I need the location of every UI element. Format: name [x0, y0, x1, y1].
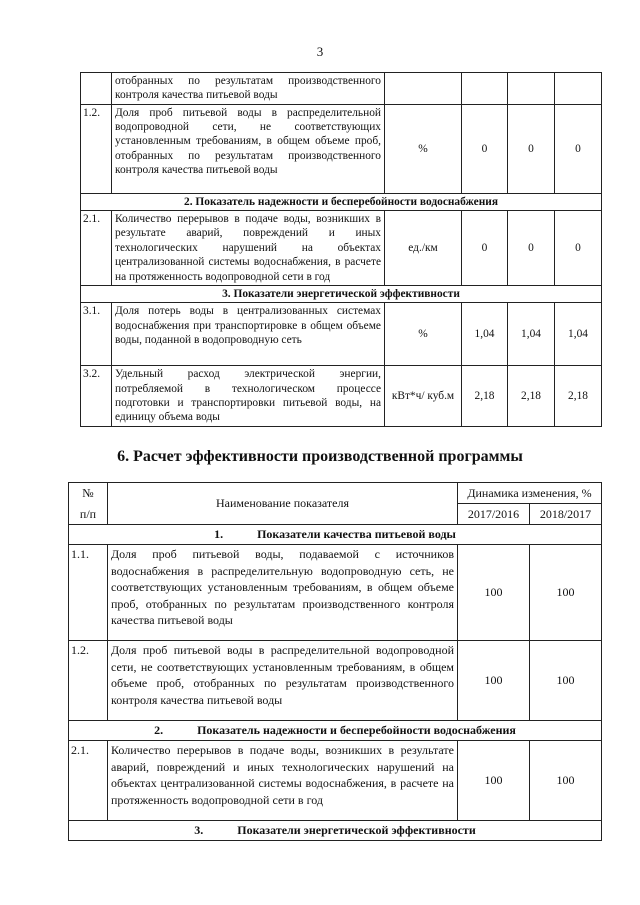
row-number: 1.2. — [69, 641, 108, 721]
value-cell — [508, 73, 555, 105]
value-cell: 1,04 — [508, 303, 555, 366]
value-cell: 0 — [462, 211, 508, 286]
indicators-table — [80, 72, 602, 427]
value-cell: 0 — [508, 211, 555, 286]
indicator-name: Удельный расход электрической энергии, потребляемой в технологическом процессе подготовки и транспортировки питьевой воды, на единицу объема воды — [112, 366, 385, 426]
value-cell: 2,18 — [462, 366, 508, 426]
dynamics-header: Динамика изменения, % — [458, 483, 602, 504]
unit-cell: % — [385, 303, 462, 366]
section-heading: 2. Показатель надежности и бесперебойности водоснабжения — [81, 193, 602, 210]
value-cell: 0 — [462, 104, 508, 193]
indicator-name: Количество перерывов в подаче воды, возникших в результате аварий, повреждений и иных технологических нарушений на объектах централизованной системы водоснабжения, в расчете на протяженность водопроводной сети в год — [108, 741, 458, 821]
section-row — [69, 821, 602, 841]
dynamics-2018-2017: 100 — [530, 641, 602, 721]
efficiency-table — [68, 482, 602, 841]
table-row — [69, 641, 602, 721]
table-row — [81, 73, 602, 105]
dynamics-2017-2016: 100 — [458, 641, 530, 721]
table-row — [81, 366, 602, 426]
value-cell: 1,04 — [555, 303, 602, 366]
section-number: 2. — [154, 723, 164, 738]
unit-cell: ед./км — [385, 211, 462, 286]
table-row — [69, 741, 602, 821]
row-number: 1.1. — [69, 545, 108, 641]
dynamics-2017-2016: 100 — [458, 545, 530, 641]
indicator-name: Доля потерь воды в централизованных системах водоснабжения при транспортировке в общем объеме воды, поданной в водопроводную сеть — [112, 303, 385, 366]
dynamics-2018-2017: 100 — [530, 741, 602, 821]
value-cell: 0 — [508, 104, 555, 193]
row-number: 1.2. — [81, 104, 112, 193]
row-number — [81, 73, 112, 105]
value-cell — [462, 73, 508, 105]
indicator-name: Доля проб питьевой воды в распределительной водопроводной сети, не соответствующих установленным требованиям, в общем объеме проб, отобранных по результатам производственного контроля качества питьевой воды — [112, 104, 385, 193]
unit-cell — [385, 73, 462, 105]
dynamics-2017-2016: 100 — [458, 741, 530, 821]
page-number: 3 — [316, 44, 324, 59]
section-row — [81, 193, 602, 210]
section-row — [81, 285, 602, 302]
value-cell — [555, 73, 602, 105]
table-row — [81, 211, 602, 286]
value-cell: 1,04 — [462, 303, 508, 366]
col-2018-2017-header: 2018/2017 — [530, 504, 602, 525]
table-header-row — [69, 483, 602, 504]
indicator-name: Доля проб питьевой воды, подаваемой с источников водоснабжения в распределительную водопроводную сеть, не соответствующих установленным требованиям, в общем объеме проб, отобранных по результатам производственного контроля качества питьевой воды — [108, 545, 458, 641]
value-cell: 0 — [555, 211, 602, 286]
name-header: Наименование показателя — [108, 483, 458, 525]
section-number: 3. — [194, 823, 204, 838]
unit-cell: кВт*ч/ куб.м — [385, 366, 462, 426]
section-heading — [69, 721, 602, 741]
section-heading — [69, 525, 602, 545]
section-text: Показатели энергетической эффективности — [237, 823, 476, 838]
unit-cell: % — [385, 104, 462, 193]
row-number: 3.2. — [81, 366, 112, 426]
section-row — [69, 721, 602, 741]
num-header-line1: № — [82, 486, 94, 500]
num-header — [69, 483, 108, 525]
section-title: 6. Расчет эффективности производственной программы — [117, 448, 523, 465]
table-row — [81, 104, 602, 193]
value-cell: 2,18 — [508, 366, 555, 426]
indicator-name: отобранных по результатам производственного контроля качества питьевой воды — [112, 73, 385, 105]
table-row — [69, 545, 602, 641]
value-cell: 2,18 — [555, 366, 602, 426]
section-text: Показатель надежности и бесперебойности водоснабжения — [197, 723, 516, 738]
row-number: 3.1. — [81, 303, 112, 366]
section-heading: 3. Показатели энергетической эффективности — [81, 285, 602, 302]
num-header-line2: п/п — [79, 506, 97, 521]
indicator-name: Доля проб питьевой воды в распределительной водопроводной сети, не соответствующих установленным требованиям, в общем объеме проб, отобранных по результатам производственного контроля качества питьевой воды — [108, 641, 458, 721]
table-row — [81, 303, 602, 366]
row-number: 2.1. — [81, 211, 112, 286]
section-row — [69, 525, 602, 545]
section-number: 1. — [214, 527, 224, 542]
indicator-name: Количество перерывов в подаче воды, возникших в результате аварий, повреждений и иных технологических нарушений на объектах централизованной системы водоснабжения, в расчете на протяженность водопроводной сети в год — [112, 211, 385, 286]
section-text: Показатели качества питьевой воды — [257, 527, 456, 542]
section-heading — [69, 821, 602, 841]
value-cell: 0 — [555, 104, 602, 193]
row-number: 2.1. — [69, 741, 108, 821]
dynamics-2018-2017: 100 — [530, 545, 602, 641]
col-2017-2016-header: 2017/2016 — [458, 504, 530, 525]
